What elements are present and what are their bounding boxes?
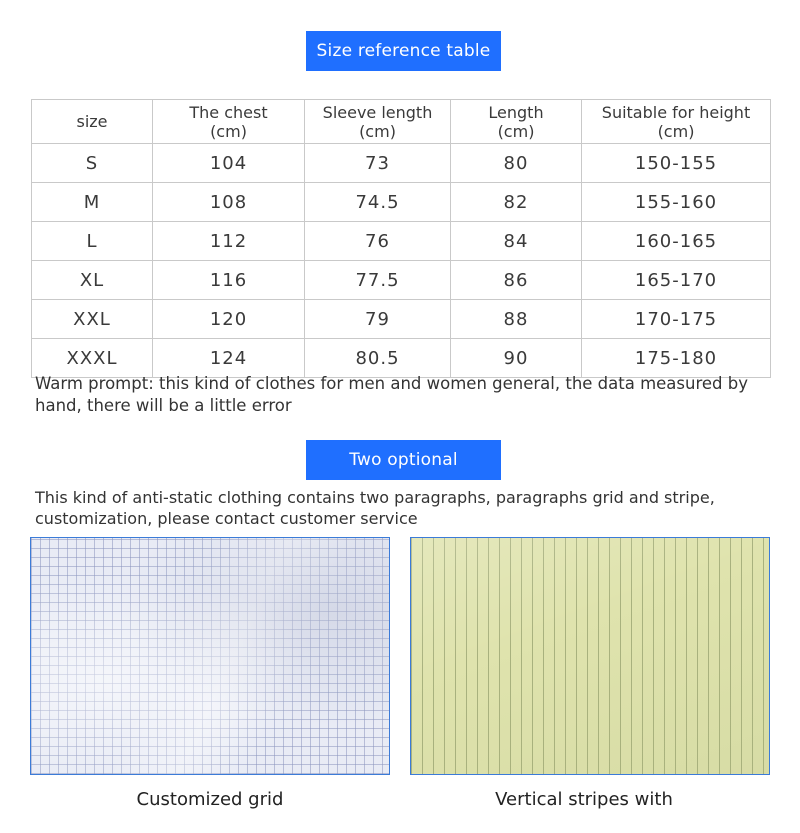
- cell-size: XXL: [32, 300, 153, 339]
- cell-sleeve: 74.5: [305, 183, 451, 222]
- cell-sleeve: 80.5: [305, 339, 451, 378]
- header-length: [451, 100, 582, 144]
- header-sleeve-unit: (cm): [359, 121, 396, 141]
- cell-length: 80: [451, 144, 582, 183]
- cell-sleeve: 76: [305, 222, 451, 261]
- header-chest: [153, 100, 305, 144]
- cell-height: 170-175: [582, 300, 771, 339]
- cell-height: 160-165: [582, 222, 771, 261]
- cell-height: 175-180: [582, 339, 771, 378]
- header-chest-unit: (cm): [210, 121, 247, 141]
- cell-size: M: [32, 183, 153, 222]
- header-length-unit: (cm): [497, 121, 535, 141]
- size-table-banner-label: Size reference table: [316, 41, 491, 61]
- cell-length: 88: [451, 300, 582, 339]
- header-length-label: Length: [488, 102, 544, 122]
- grid-option-caption: Customized grid: [136, 789, 284, 810]
- header-chest-label: The chest: [189, 102, 268, 122]
- table-row: [32, 183, 771, 222]
- options-description: This kind of anti-static clothing contains two paragraphs, paragraphs grid and stripe, customization, please contact customer service: [35, 488, 715, 528]
- header-height-label: Suitable for height: [601, 102, 751, 122]
- cell-chest: 116: [153, 261, 305, 300]
- cell-height: 150-155: [582, 144, 771, 183]
- cell-chest: 104: [153, 144, 305, 183]
- header-height: [582, 100, 771, 144]
- cell-sleeve: 79: [305, 300, 451, 339]
- cell-sleeve: 77.5: [305, 261, 451, 300]
- cell-chest: 124: [153, 339, 305, 378]
- cell-height: 155-160: [582, 183, 771, 222]
- table-row: [32, 339, 771, 378]
- stripe-fabric-image: [410, 537, 770, 775]
- cell-length: 84: [451, 222, 582, 261]
- cell-length: 86: [451, 261, 582, 300]
- header-height-unit: (cm): [657, 121, 695, 141]
- size-reference-table: [31, 99, 771, 378]
- cell-sleeve: 73: [305, 144, 451, 183]
- cell-length: 90: [451, 339, 582, 378]
- two-optional-banner-label: Two optional: [349, 450, 458, 470]
- grid-fabric-image: [30, 537, 390, 775]
- two-optional-banner: [306, 440, 501, 480]
- table-row: [32, 144, 771, 183]
- stripe-option-caption: Vertical stripes with: [495, 789, 673, 810]
- header-size: [32, 100, 153, 144]
- table-row: [32, 300, 771, 339]
- size-table-banner: [306, 31, 501, 71]
- cell-size: L: [32, 222, 153, 261]
- cell-size: XL: [32, 261, 153, 300]
- table-header-row: [32, 100, 771, 144]
- cell-size: S: [32, 144, 153, 183]
- header-sleeve-label: Sleeve length: [322, 102, 433, 122]
- header-sleeve-length: [305, 100, 451, 144]
- header-size-label: size: [76, 112, 108, 131]
- table-row: [32, 261, 771, 300]
- cell-length: 82: [451, 183, 582, 222]
- cell-chest: 112: [153, 222, 305, 261]
- cell-chest: 120: [153, 300, 305, 339]
- warm-prompt-note: Warm prompt: this kind of clothes for men and women general, the data measured by hand, there will be a little error: [35, 374, 748, 415]
- cell-chest: 108: [153, 183, 305, 222]
- table-row: [32, 222, 771, 261]
- cell-size: XXXL: [32, 339, 153, 378]
- cell-height: 165-170: [582, 261, 771, 300]
